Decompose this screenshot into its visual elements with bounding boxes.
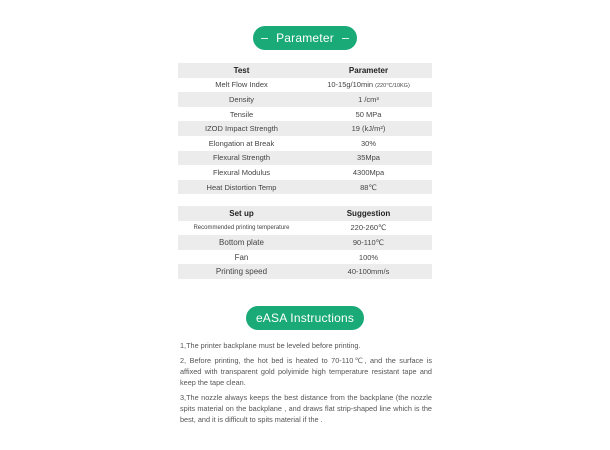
- test-name: Flexural Strength: [212, 153, 271, 163]
- table-row: [178, 151, 432, 166]
- setup-table: [178, 206, 432, 279]
- test-value: [305, 78, 432, 93]
- table-row: [178, 221, 432, 236]
- table-header-row: [178, 206, 432, 221]
- value-text: 10-15g/10min: [327, 80, 374, 90]
- instruction-paragraph-3: 3,The nozzle always keeps the best distance from the backplane (the nozzle spits material on the backplane , and draws flat strip-shaped line which is the best, and it is difficult to spits material if the .: [180, 393, 432, 425]
- table-row: [178, 78, 432, 93]
- setup-name: Recommended printing temperature: [193, 224, 290, 231]
- table-header-row: [178, 63, 432, 78]
- test-name: Flexural Modulus: [212, 167, 271, 177]
- setup-value: 100%: [358, 252, 379, 262]
- header-parameter: Parameter: [348, 65, 389, 75]
- test-name: Heat Distortion Temp: [206, 182, 277, 192]
- test-value: 19 (kJ/m²): [351, 124, 386, 134]
- test-value: 35Mpa: [357, 153, 380, 163]
- header-suggestion: Suggestion: [346, 208, 391, 218]
- table-row: [178, 136, 432, 151]
- dash-right: [342, 38, 349, 39]
- value-note: (220℃/10KG): [375, 83, 410, 90]
- dash-left: [261, 38, 268, 39]
- test-value: 30%: [360, 138, 376, 148]
- instructions-title: eASA Instructions: [255, 311, 355, 325]
- parameter-title: Parameter: [276, 31, 334, 45]
- test-name: Density: [228, 94, 254, 104]
- setup-value: 40-100mm/s: [347, 267, 390, 277]
- table-row: [178, 250, 432, 265]
- test-value: 50 MPa: [355, 109, 382, 119]
- table-row: [178, 264, 432, 279]
- header-test: Test: [233, 65, 250, 75]
- parameter-table: [178, 63, 432, 194]
- header-setup: Set up: [229, 208, 254, 218]
- setup-value: 90-110℃: [352, 237, 385, 247]
- table-row: [178, 165, 432, 180]
- instruction-paragraph-1: 1,The printer backplane must be leveled before printing.: [180, 341, 361, 350]
- setup-value: 220-260℃: [350, 223, 387, 233]
- table-row: [178, 107, 432, 122]
- test-value: 88℃: [360, 182, 377, 192]
- test-name: Melt Flow Index: [215, 80, 268, 90]
- test-value: 1 /cm³: [358, 94, 379, 104]
- table-row: [178, 121, 432, 136]
- test-value: 4300Mpa: [352, 167, 385, 177]
- instruction-paragraph-2: 2, Before printing, the hot bed is heated to 70-110℃, and the surface is affixed with transparent gold polyimide high temperature resistant tape and keep the tape clean.: [180, 356, 432, 388]
- setup-name: Fan: [234, 252, 249, 262]
- table-row: [178, 92, 432, 107]
- instructions-title-badge: [246, 306, 364, 330]
- test-name: Elongation at Break: [208, 138, 275, 148]
- table-row: [178, 180, 432, 195]
- parameter-title-badge: [253, 26, 357, 50]
- table-row: [178, 235, 432, 250]
- setup-name: Bottom plate: [219, 237, 264, 247]
- test-name: Tensile: [229, 109, 254, 119]
- setup-name: Printing speed: [215, 267, 268, 277]
- test-name: IZOD Impact Strength: [205, 124, 278, 134]
